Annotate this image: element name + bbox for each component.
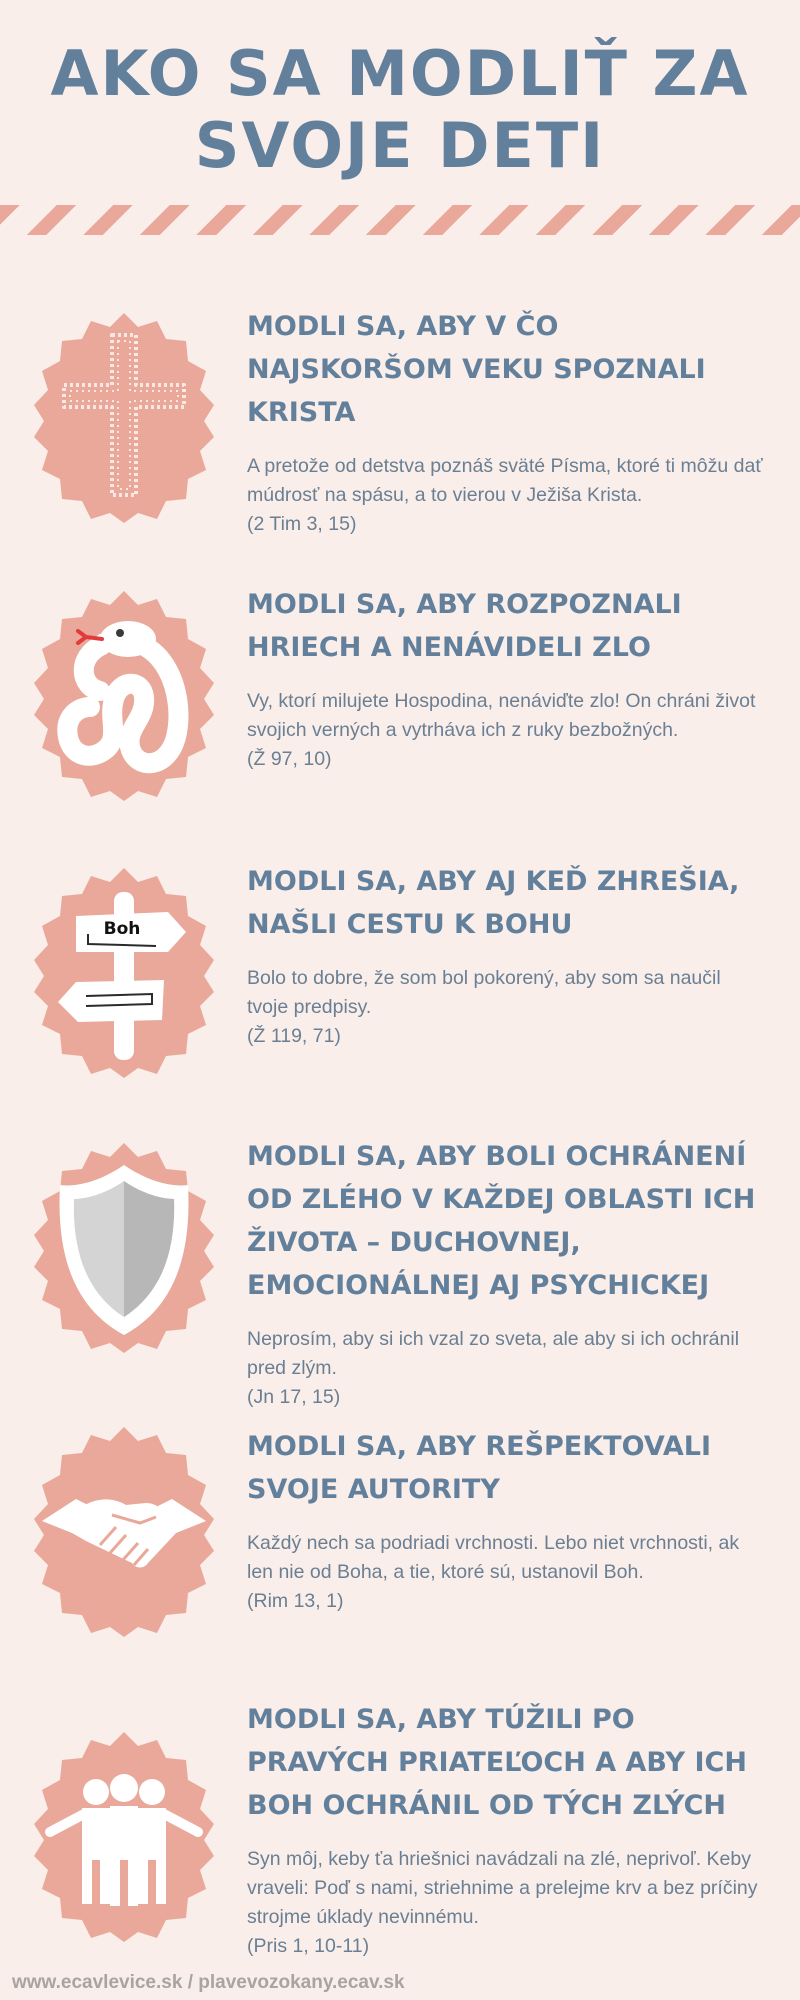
section-text-2 xyxy=(247,583,767,774)
snake-icon xyxy=(16,587,232,803)
signpost-label: Boh xyxy=(103,919,141,939)
scripture-reference: (Ž 119, 71) xyxy=(247,1025,341,1047)
section-body xyxy=(247,1845,767,1961)
prayer-section-4 xyxy=(0,1135,800,1425)
section-text-1 xyxy=(247,305,767,539)
section-text-4 xyxy=(247,1135,767,1412)
scripture-quote: Bolo to dobre, že som bol pokorený, aby som sa naučil tvoje predpisy. xyxy=(247,967,721,1018)
title-line-1: AKO SA MODLIŤ ZA xyxy=(50,37,750,110)
badge-2 xyxy=(16,587,232,803)
badge-1 xyxy=(16,309,232,525)
badge-4 xyxy=(16,1139,232,1355)
badge-6 xyxy=(16,1728,232,1944)
scripture-quote: Vy, ktorí milujete Hospodina, nenáviďte zlo! On chráni život svojich verných a vytrháva ich z ruky bezbožných. xyxy=(247,690,756,741)
scripture-quote: Neprosím, aby si ich vzal zo sveta, ale aby si ich ochránil pred zlým. xyxy=(247,1328,740,1379)
section-heading: MODLI SA, ABY REŠPEKTOVALI SVOJE AUTORITY xyxy=(247,1431,712,1505)
prayer-section-2 xyxy=(0,583,800,843)
cross-icon xyxy=(16,309,232,525)
scripture-reference: (Rim 13, 1) xyxy=(247,1590,344,1612)
section-text-6 xyxy=(247,1698,767,1961)
section-text-5 xyxy=(247,1425,767,1616)
section-body xyxy=(247,1529,767,1616)
section-text-3 xyxy=(247,860,767,1051)
section-body xyxy=(247,687,767,774)
section-body xyxy=(247,452,767,539)
decorative-stripe-divider xyxy=(0,205,800,235)
handshake-icon xyxy=(16,1423,232,1639)
title-line-2: SVOJE DETI xyxy=(194,109,606,182)
shield-icon xyxy=(16,1139,232,1355)
scripture-quote: Každý nech sa podriadi vrchnosti. Lebo niet vrchnosti, ak len nie od Boha, a tie, ktoré sú, ustanovil Boh. xyxy=(247,1532,740,1583)
scripture-reference: (2 Tim 3, 15) xyxy=(247,513,357,535)
section-heading: MODLI SA, ABY V ČO NAJSKORŠOM VEKU SPOZNALI KRISTA xyxy=(247,311,706,428)
signpost-icon xyxy=(16,864,232,1080)
section-heading: MODLI SA, ABY TÚŽILI PO PRAVÝCH PRIATEĽOCH A ABY ICH BOH OCHRÁNIL OD TÝCH ZLÝCH xyxy=(247,1704,747,1821)
prayer-section-6 xyxy=(0,1698,800,1978)
section-heading: MODLI SA, ABY ROZPOZNALI HRIECH A NENÁVIDELI ZLO xyxy=(247,589,682,663)
scripture-reference: (Ž 97, 10) xyxy=(247,748,332,770)
prayer-section-1 xyxy=(0,305,800,565)
friends-icon xyxy=(16,1728,232,1944)
section-body xyxy=(247,964,767,1051)
scripture-reference: (Pris 1, 10-11) xyxy=(247,1935,370,1957)
section-heading: MODLI SA, ABY BOLI OCHRÁNENÍ OD ZLÉHO V KAŽDEJ OBLASTI ICH ŽIVOTA – DUCHOVNEJ, EMOCIONÁLNEJ AJ PSYCHICKEJ xyxy=(247,1141,756,1301)
section-body xyxy=(247,1325,767,1412)
page-title xyxy=(0,38,800,182)
badge-5 xyxy=(16,1423,232,1639)
prayer-section-3 xyxy=(0,860,800,1120)
badge-3 xyxy=(16,864,232,1080)
scripture-quote: Syn môj, keby ťa hriešnici navádzali na zlé, neprivoľ. Keby vraveli: Poď s nami, striehnime a prelejme krv a bez príčiny strojme úklady nevinnému. xyxy=(247,1848,758,1928)
footer-website-links[interactable]: www.ecavlevice.sk / plavevozokany.ecav.sk xyxy=(12,1972,405,1993)
scripture-reference: (Jn 17, 15) xyxy=(247,1386,341,1408)
prayer-section-5 xyxy=(0,1425,800,1685)
section-heading: MODLI SA, ABY AJ KEĎ ZHREŠIA, NAŠLI CESTU K BOHU xyxy=(247,866,740,940)
scripture-quote: A pretože od detstva poznáš sväté Písma, ktoré ti môžu dať múdrosť na spásu, a to vierou v Ježiša Krista. xyxy=(247,455,763,506)
